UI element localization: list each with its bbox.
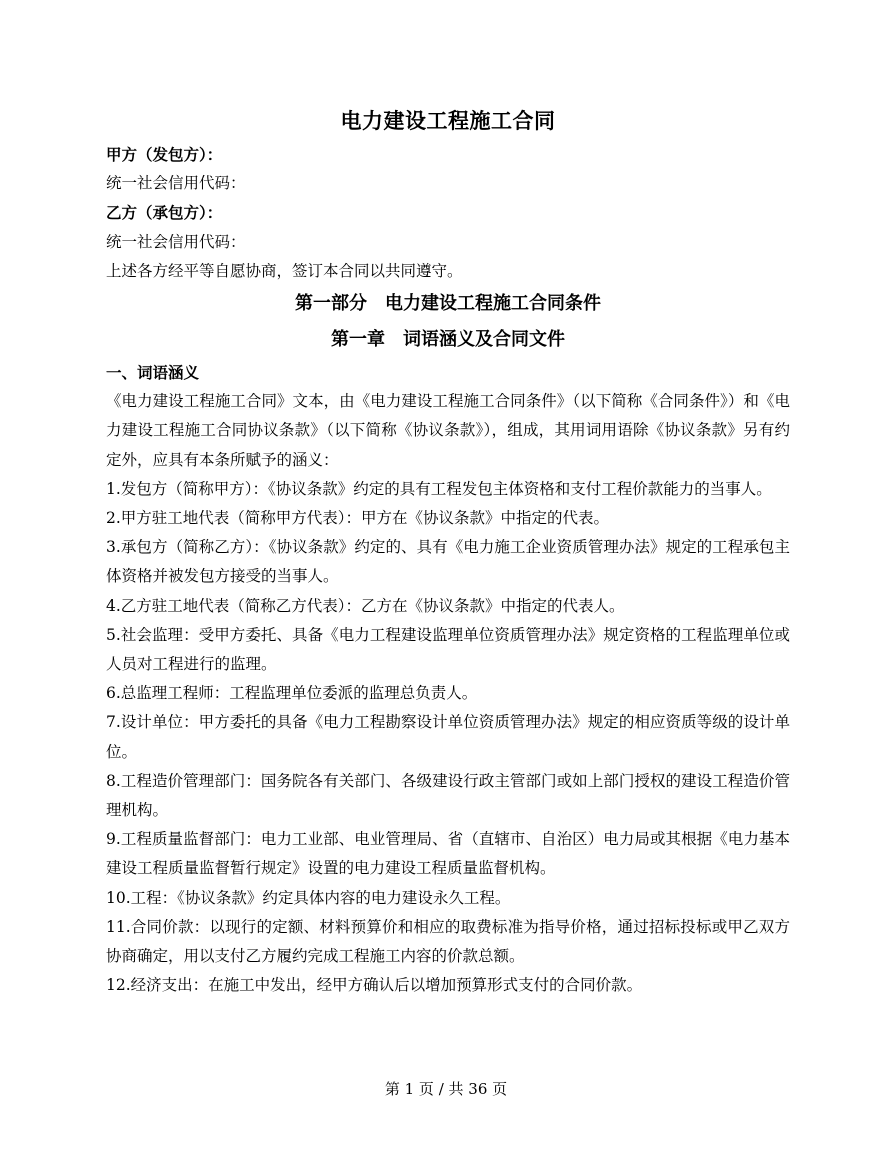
definition-item: 1.发包方（简称甲方）：《协议条款》约定的具有工程发包主体资格和支付工程价款能力的当事人。: [106, 479, 772, 498]
definition-item: 12.经济支出：在施工中发出，经甲方确认后以增加预算形式支付的合同价款。: [106, 976, 643, 995]
part-heading: 第一部分 电力建设工程施工合同条件: [295, 293, 601, 315]
definition-item: 10.工程：《协议条款》约定具体内容的电力建设永久工程。: [106, 888, 511, 907]
definition-item: 7.设计单位：甲方委托的具备《电力工程勘察设计单位资质管理办法》规定的相应资质等级的设计单位。: [106, 713, 790, 761]
intro-text: 上述各方经平等自愿协商，签订本合同以共同遵守。: [106, 261, 463, 280]
definition-item: 9.工程质量监督部门：电力工业部、电业管理局、省（直辖市、自治区）电力局或其根据《电力基本建设工程质量监督暂行规定》设置的电力建设工程质量监督机构。: [106, 830, 790, 878]
page-footer: 第 1 页 / 共 36 页: [384, 1080, 508, 1098]
section-heading: 一、词语涵义: [106, 363, 200, 383]
document-page: [106, 104, 790, 1000]
definition-item: 2.甲方驻工地代表（简称甲方代表）：甲方在《协议条款》中指定的代表。: [106, 509, 610, 528]
chapter-heading: 第一章 词语涵义及合同文件: [331, 329, 565, 351]
definition-item: 4.乙方驻工地代表（简称乙方代表）：乙方在《协议条款》中指定的代表人。: [106, 596, 625, 615]
definition-item: 3.承包方（简称乙方）：《协议条款》约定的、具有《电力施工企业资质管理办法》规定的工程承包主体资格并被发包方接受的当事人。: [106, 538, 790, 586]
definition-item: 6.总监理工程师：工程监理单位委派的监理总负责人。: [106, 684, 478, 703]
definition-item: 11.合同价款：以现行的定额、材料预算价和相应的取费标准为指导价格，通过招标投标或甲乙双方协商确定，用以支付乙方履约完成工程施工内容的价款总额。: [106, 917, 790, 966]
definition-item: 5.社会监理：受甲方委托、具备《电力工程建设监理单位资质管理办法》规定资格的工程监理单位或人员对工程进行的监理。: [106, 625, 790, 674]
document-title: 电力建设工程施工合同: [340, 108, 556, 133]
party-a-label: 甲方（发包方）：: [106, 145, 223, 164]
party-b-credit-code: 统一社会信用代码：: [106, 232, 246, 251]
party-b-label: 乙方（承包方）：: [106, 203, 223, 223]
definition-item: 8.工程造价管理部门：国务院各有关部门、各级建设行政主管部门或如上部门授权的建设工程造价管理机构。: [106, 771, 790, 820]
party-a-credit-code: 统一社会信用代码：: [106, 174, 246, 193]
preamble-paragraph: 《电力建设工程施工合同》文本，由《电力建设工程施工合同条件》（以下简称《合同条件》）和《电力建设工程施工合同协议条款》（以下简称《协议条款》），组成，其用词用语除《协议条款》另有约定外，应具有本条所赋予的涵义：: [106, 392, 790, 469]
